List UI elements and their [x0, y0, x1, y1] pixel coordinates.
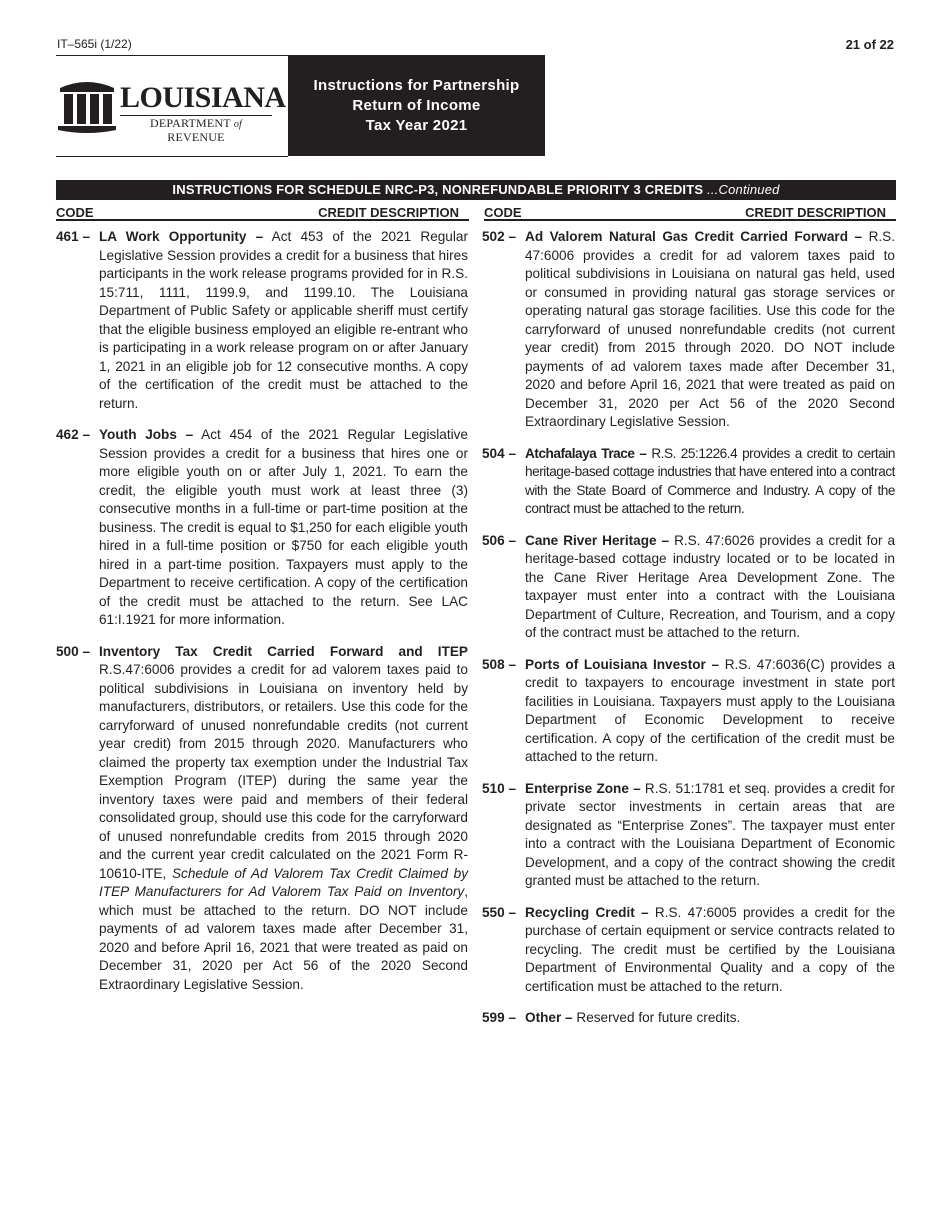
credit-description: Youth Jobs – Act 454 of the 2021 Regular Legislative Session provides a credit for a business that hires one or more eligible youth on or after July 1, 2021. To earn the credit, the eligible youth must work at least three (3) consecutive months in a full-time or part-time position at the business. The credit is equal to $1,250 for each eligible youth hired in a full-time position or $750 for each eligible youth hired in a part-time position. Taxpayers must apply to the Department to receive certification. A copy of the certification of the credit must be attached to the return. See LAC 61:I.1921 for more information.	[99, 427, 468, 627]
credit-entry-508	[482, 656, 895, 767]
credit-code: 462 –	[56, 427, 91, 442]
column-header-left	[56, 205, 469, 221]
credit-entry-599	[482, 1009, 895, 1028]
code-heading: CODE	[56, 205, 94, 220]
form-id: IT–565i (1/22)	[57, 37, 132, 51]
credit-entry-504	[482, 445, 895, 519]
credit-description: Inventory Tax Credit Carried Forward and ITEP R.S.47:6006 provides a credit for ad valorem taxes paid to political subdivisions in Louisiana on inventory held by manufacturers, distributors, or retailers. Use this code for the carryforward of unused nonrefundable credits (not current year credit) from 2015 through 2020. Manufacturers who claimed the property tax exemption under the Industrial Tax Exemption Program (ITEP) during the same year the inventory taxes were paid and members of their federal consolidated group, should use this code for the carryforward of unused nonrefundable credits from 2015 through 2020 and the current year credit calculated on the 2021 Form R-10610-ITE, Schedule of Ad Valorem Tax Credit Claimed by ITEP Manufacturers for Ad Valorem Tax Paid on Inventory, which must be attached to the return. DO NOT include payments of ad valorem taxes made after December 31, 2020 and before April 16, 2021 that were treated as paid on December 31, 2020 per Act 56 of the 2020 Second Extraordinary Legislative Session.	[99, 643, 468, 992]
title-line: Tax Year 2021	[365, 116, 468, 134]
title-line: Instructions for Partnership	[313, 76, 520, 94]
right-column	[482, 228, 895, 1041]
title-line: Return of Income	[352, 96, 481, 114]
credit-entry-500	[56, 643, 468, 995]
column-header-right	[484, 205, 896, 221]
credit-code: 461 –	[56, 229, 91, 244]
description-heading: CREDIT DESCRIPTION	[745, 205, 886, 220]
credit-entry-506	[482, 532, 895, 643]
credit-code: 510 –	[482, 780, 517, 796]
credit-code: 506 –	[482, 532, 517, 548]
credit-description: Recycling Credit – R.S. 47:6005 provides a credit for the purchase of certain equipment or service contracts related to recycling. The credit must be certified by the Louisiana Department of Environmental Quality and a copy of the certification must be attached to the return.	[525, 904, 896, 994]
credit-code: 504 –	[482, 445, 517, 461]
credit-description: Cane River Heritage – R.S. 47:6026 provides a credit for a heritage-based cottage industry located or to be located in the Cane River Heritage Area Development Zone. The taxpayer must enter into a contract with the Louisiana Department of Culture, Recreation, and Tourism, and a copy of the contract must be attached to the return.	[525, 532, 896, 640]
credit-entry-461	[56, 228, 468, 413]
credit-code: 502 –	[482, 229, 517, 244]
credit-description: Enterprise Zone – R.S. 51:1781 et seq. provides a credit for private sector investments in certain areas that are designated as “Enterprise Zones”. The taxpayer must enter into a contract with the Louisiana Department of Economic Development, and a copy of the contract showing the credit granted must be attached to the return.	[525, 780, 896, 888]
description-heading: CREDIT DESCRIPTION	[318, 205, 459, 220]
credit-entry-502	[482, 228, 895, 432]
capitol-icon	[56, 78, 118, 134]
credit-description: Other – Reserved for future credits.	[525, 1010, 741, 1025]
left-column	[56, 228, 468, 1007]
credit-entry-550	[482, 904, 895, 997]
credit-description: LA Work Opportunity – Act 453 of the 2021 Regular Legislative Session provides a credit for a business that hires participants in the work release programs provided for in R.S. 15:711, 1111, 1199.9, and 1199.10. The Louisiana Department of Public Safety or applicable sheriff must certify that the eligible business employed an eligible re-entrant who is participating in a work release program on or after January 1, 2021 in an eligible job for 12 consecutive months. A copy of the certification of the credit must be attached to the return.	[99, 229, 468, 411]
credit-code: 550 –	[482, 904, 517, 920]
logo-wordmark: LOUISIANA	[120, 81, 286, 114]
louisiana-revenue-logo	[56, 55, 288, 157]
document-title	[288, 55, 545, 156]
credit-description: Ports of Louisiana Investor – R.S. 47:6036(C) provides a credit to taxpayers to encourage investment in state port facilities in Louisiana. Taxpayers must apply to the Louisiana Department of Economic Development to receive certification. A copy of the certification of the credit must be attached to the return.	[525, 656, 896, 764]
credit-entry-462	[56, 426, 468, 630]
credit-entry-510	[482, 780, 895, 891]
credit-code: 508 –	[482, 656, 517, 672]
code-heading: CODE	[484, 205, 522, 220]
credit-description: Ad Valorem Natural Gas Credit Carried Forward – R.S. 47:6006 provides a credit for ad valorem taxes paid to political subdivisions in Louisiana on natural gas held, used or consumed in providing natural gas storage services or operating natural gas storage facilities. Use this code for the carryforward of unused nonrefundable credits (not current year credit) from 2015 through 2020. DO NOT include payments of ad valorem taxes made after December 31, 2020 and before April 16, 2021 that were treated as paid on December 31, 2020 per Act 56 of the 2020 Second Extraordinary Legislative Session.	[525, 229, 895, 429]
schedule-banner: INSTRUCTIONS FOR SCHEDULE NRC-P3, NONREFUNDABLE PRIORITY 3 CREDITS ...Continued	[56, 180, 896, 200]
credit-description: Atchafalaya Trace – R.S. 25:1226.4 provides a credit to certain heritage-based cottage industries that have entered into a contract with the State Board of Commerce and Industry. A copy of the contract must be attached to the return.	[525, 445, 896, 516]
credit-code: 500 –	[56, 643, 91, 659]
page-number: 21 of 22	[845, 37, 894, 52]
credit-code: 599 –	[482, 1010, 517, 1025]
logo-department: DEPARTMENT of REVENUE	[120, 115, 272, 143]
